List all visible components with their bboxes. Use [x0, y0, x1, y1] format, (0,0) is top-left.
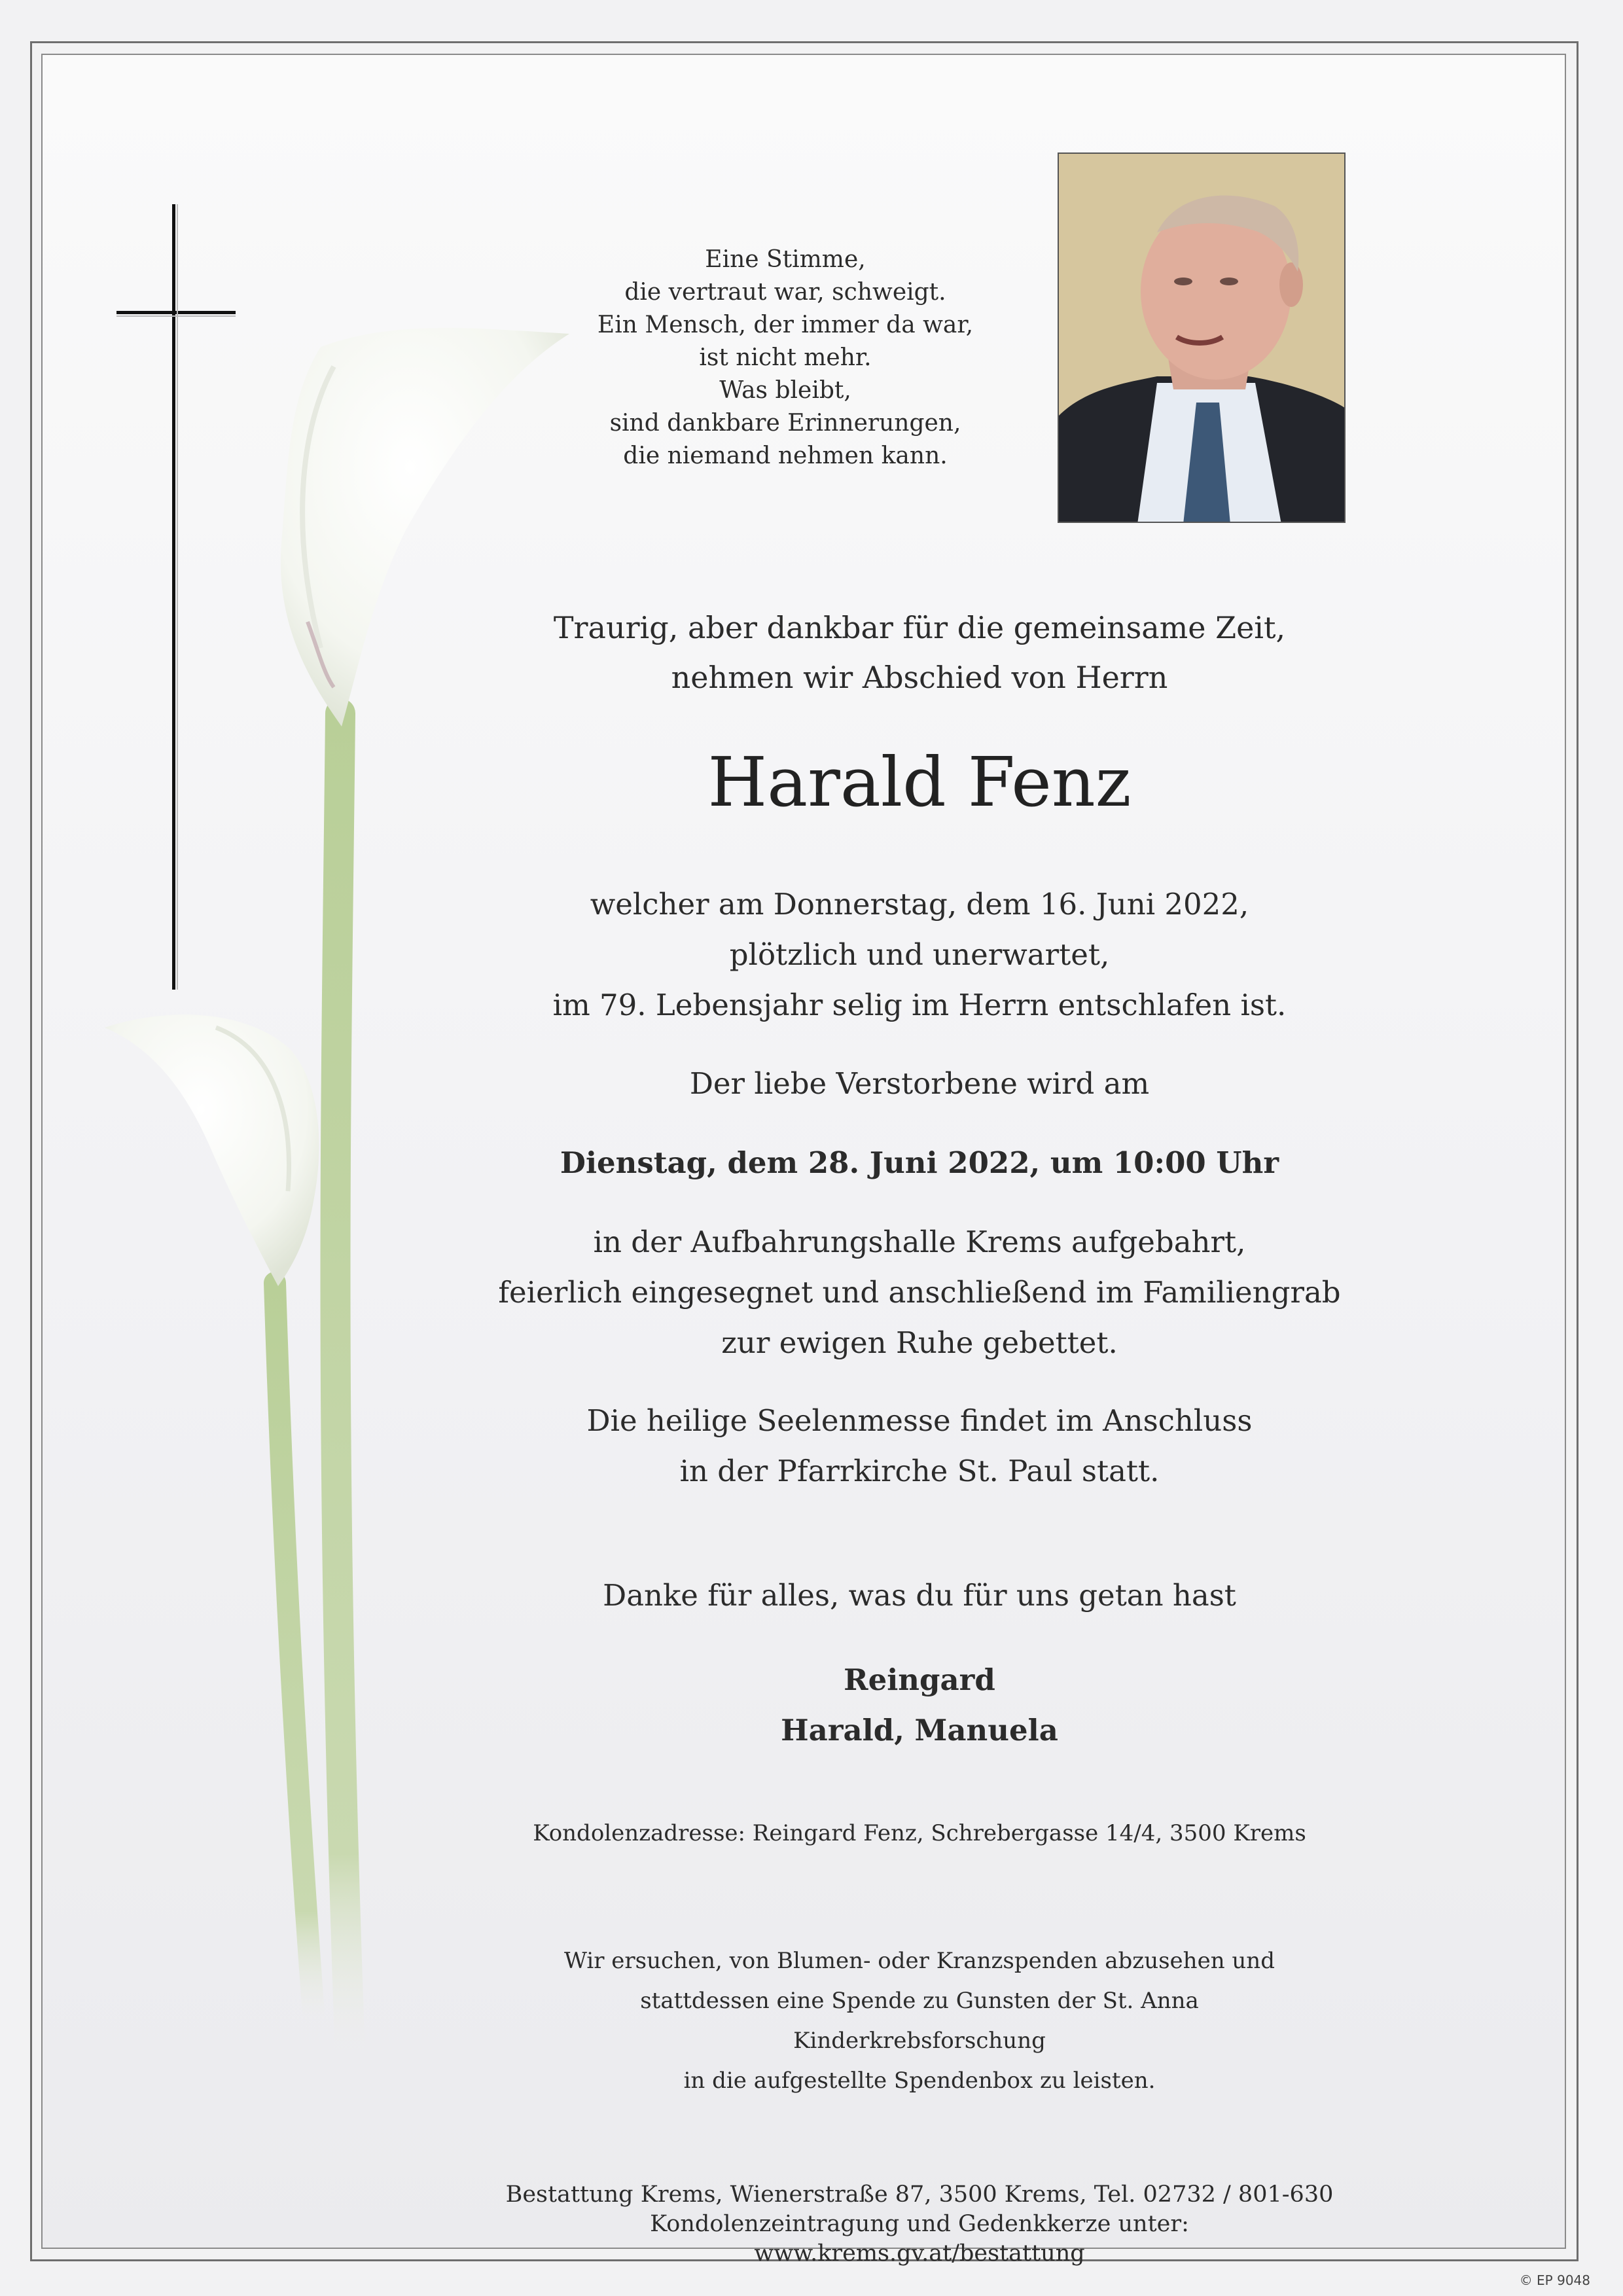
condolence-address: Kondolenzadresse: Reingard Fenz, Schrebergasse 14/4, 3500 Krems — [533, 1820, 1306, 1846]
death-notice: welcher am Donnerstag, dem 16. Juni 2022, plötzlich und unerwartet, im 79. Lebensjahr selig im Herrn entschlafen ist. — [552, 887, 1287, 1022]
intro-text: Traurig, aber dankbar für die gemeinsame Zeit, nehmen wir Abschied von Herrn — [553, 610, 1286, 695]
print-code: © EP 9048 — [1519, 2272, 1590, 2288]
funeral-date: Dienstag, dem 28. Juni 2022, um 10:00 Uhr — [560, 1145, 1279, 1180]
funeral-place: in der Aufbahrungshalle Krems aufgebahrt, feierlich eingesegnet und anschließend im Familiengrab zur ewigen Ruhe gebettet. — [498, 1225, 1341, 1360]
cross-icon — [116, 204, 236, 990]
deceased-name: Harald Fenz — [707, 742, 1132, 822]
family-names: Reingard Harald, Manuela — [781, 1662, 1058, 1748]
poem-verse: Eine Stimme, die vertraut war, schweigt. Ein Mensch, der immer da war, ist nicht mehr. Was bleibt, sind dankbare Erinnerungen, die niemand nehmen kann. — [597, 246, 974, 469]
lies-in-state-intro: Der liebe Verstorbene wird am — [689, 1066, 1150, 1101]
donation-request: Wir ersuchen, von Blumen- oder Kranzspenden abzusehen und stattdessen eine Spende zu Gunsten der St. Anna Kinderkrebsforschung in die aufgestellte Spendenbox zu leisten. — [564, 1948, 1275, 2094]
funeral-home-footer: Bestattung Krems, Wienerstraße 87, 3500 Krems, Tel. 02732 / 801-630 Kondolenzeintragung und Gedenkkerze unter: www.krems.gv.at/bestattung — [505, 2181, 1334, 2267]
memorial-mass: Die heilige Seelenmesse findet im Anschluss in der Pfarrkirche St. Paul statt. — [586, 1403, 1253, 1488]
portrait-photo-illustration — [1059, 154, 1346, 523]
thanks-line: Danke für alles, was du für uns getan hast — [603, 1578, 1236, 1613]
portrait-photo — [1058, 152, 1346, 523]
